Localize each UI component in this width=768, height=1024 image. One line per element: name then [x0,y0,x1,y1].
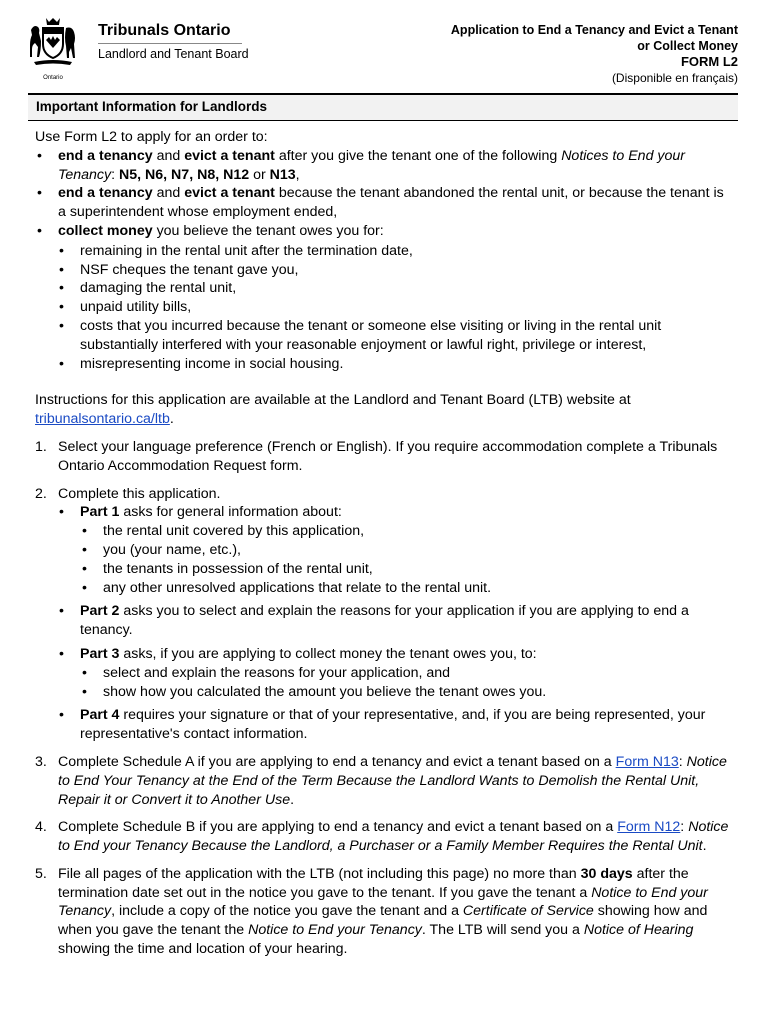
italic-text: Certificate of Service [462,903,594,920]
form-title-block [451,22,738,86]
list-item: • you (your name, etc.), [35,541,735,560]
step-number: 5. [35,865,47,882]
text: after the termination date set out in the notice you gave to the tenant. If you gave the tenant a [58,865,689,901]
organization-name: Tribunals Ontario [98,22,231,39]
bold-text: evict a tenant [184,185,275,202]
list-item: • the tenants in possession of the rental unit, [35,560,735,579]
step-4 [35,818,735,856]
text: asks you to select and explain the reasons for your application if you are applying to end a tenancy. [80,603,689,639]
part-2-item [35,602,735,640]
text: . [169,411,174,428]
application-parts-list [35,503,735,522]
list-item [35,222,735,241]
text: and [152,185,185,202]
logo-caption: Ontario [43,75,63,81]
text: Complete Schedule B if you are applying to end a tenancy and evict a tenant based on a [58,819,618,836]
italic-text: Notice to End your Tenancy Because the Landlord, a Purchaser or a Family Member Requires the Rental Unit [58,819,729,855]
page-header [28,16,738,90]
intro-text: Use Form L2 to apply for an order to: [35,129,268,145]
list-item: • misrepresenting income in social housing. [35,355,735,374]
text: , [295,166,300,183]
step-number: 2. [35,485,47,502]
list-item: • unpaid utility bills, [35,298,735,317]
italic-text: Notices to End your Tenancy [58,147,685,183]
bold-text: 30 days [580,865,633,882]
part-1-item [35,503,735,522]
list-item [35,147,735,185]
part-2-list [35,602,735,640]
bold-text: collect money [58,222,153,239]
list-item: • the rental unit covered by this application, [35,522,735,541]
part-3-list [35,645,735,664]
list-item: • remaining in the rental unit after the termination date, [35,242,735,261]
bold-text: N5, N6, N7, N8, N12 [119,166,250,183]
text: : [678,753,683,770]
bold-text: end a tenancy [58,185,153,202]
part-4-item [35,706,735,744]
part-4-list [35,706,735,744]
bold-text: N13 [269,166,296,183]
step-text: Complete this application. [58,485,221,502]
document-body [35,128,735,959]
text: . [290,791,295,808]
list-item: • show how you calculated the amount you believe the tenant owes you. [35,683,735,702]
form-title-line1: Application to End a Tenancy and Evict a Tenant [450,23,738,37]
italic-text: Notice to End your Tenancy [58,884,708,920]
section-title: Important Information for Landlords [28,93,738,121]
text: after you give the tenant one of the following [274,147,562,164]
text: File all pages of the application with the LTB (not including this page) no more than [58,865,581,882]
bold-text: Part 2 [80,603,120,620]
text: : [111,166,120,183]
step-number: 3. [35,753,47,770]
organization-divider [98,43,242,44]
text: . [702,838,707,855]
step-text: Select your language preference (French or English). If you require accommodation complete a Tribunals Ontario Accommodation Request form. [58,438,718,474]
text: showing the time and location of your hearing. [58,941,348,958]
list-item: • select and explain the reasons for your application, and [35,664,735,683]
text: Complete Schedule A if you are applying to end a tenancy and evict a tenant based on a [58,753,616,770]
board-name: Landlord and Tenant Board [98,47,249,61]
text: . The LTB will send you a [421,922,584,939]
step-5 [35,865,735,959]
organization-block [98,22,249,61]
part-3-subitems [35,664,735,702]
step-number: 4. [35,819,47,836]
bold-text: evict a tenant [184,147,275,164]
order-types-list [35,147,735,241]
form-title-line2: or Collect Money [637,39,738,53]
text: , include a copy of the notice you gave the tenant and a [111,903,463,920]
italic-text: Notice to End Your Tenancy at the End of the Term Because the Landlord Wants to Demolish the Rental Unit, Repair it or Convert it to Another Use [58,753,727,808]
list-item: • damaging the rental unit, [35,279,735,298]
text: asks, if you are applying to collect money the tenant owes you, to: [119,645,537,662]
bold-text: Part 4 [80,707,120,724]
italic-text: Notice to End your Tenancy [248,922,422,939]
form-id: FORM L2 [680,54,738,69]
french-availability-note: (Disponible en français) [611,71,738,85]
list-item: • NSF cheques the tenant gave you, [35,261,735,280]
step-2 [35,485,735,504]
form-n12-link[interactable]: Form N12 [617,819,681,836]
part-1-subitems [35,522,735,597]
money-reasons-list [35,242,735,374]
text: you believe the tenant owes you for: [152,222,384,239]
text: showing how and when you gave the tenant the [58,903,708,939]
list-item [35,184,735,222]
bold-text: Part 3 [80,645,120,662]
text: requires your signature or that of your representative, and, if you are being represented, your representative's contact information. [80,707,706,743]
text: : [680,819,685,836]
text: and [152,147,185,164]
form-n13-link[interactable]: Form N13 [615,753,679,770]
step-3 [35,753,735,809]
ontario-coat-of-arms-logo [28,16,78,81]
bold-text: end a tenancy [58,147,153,164]
list-item: • any other unresolved applications that relate to the rental unit. [35,579,735,598]
text: asks for general information about: [119,504,342,521]
text: Instructions for this application are available at the Landlord and Tenant Board (LTB) website at [35,392,631,409]
ltb-website-link[interactable]: tribunalsontario.ca/ltb [35,411,170,428]
list-item: • costs that you incurred because the tenant or someone else visiting or living in the rental unit substantially interfered with your reasonable enjoyment or lawful right, privilege or interest, [35,317,735,355]
step-1 [35,438,735,476]
instructions-text [35,391,735,429]
step-number: 1. [35,438,47,455]
bold-text: Part 1 [80,504,120,521]
text: because the tenant abandoned the rental unit, or because the tenant is a superintendent whose employment ended, [58,185,724,221]
part-3-item [35,645,735,664]
italic-text: Notice of Hearing [583,922,694,939]
text: or [249,166,270,183]
